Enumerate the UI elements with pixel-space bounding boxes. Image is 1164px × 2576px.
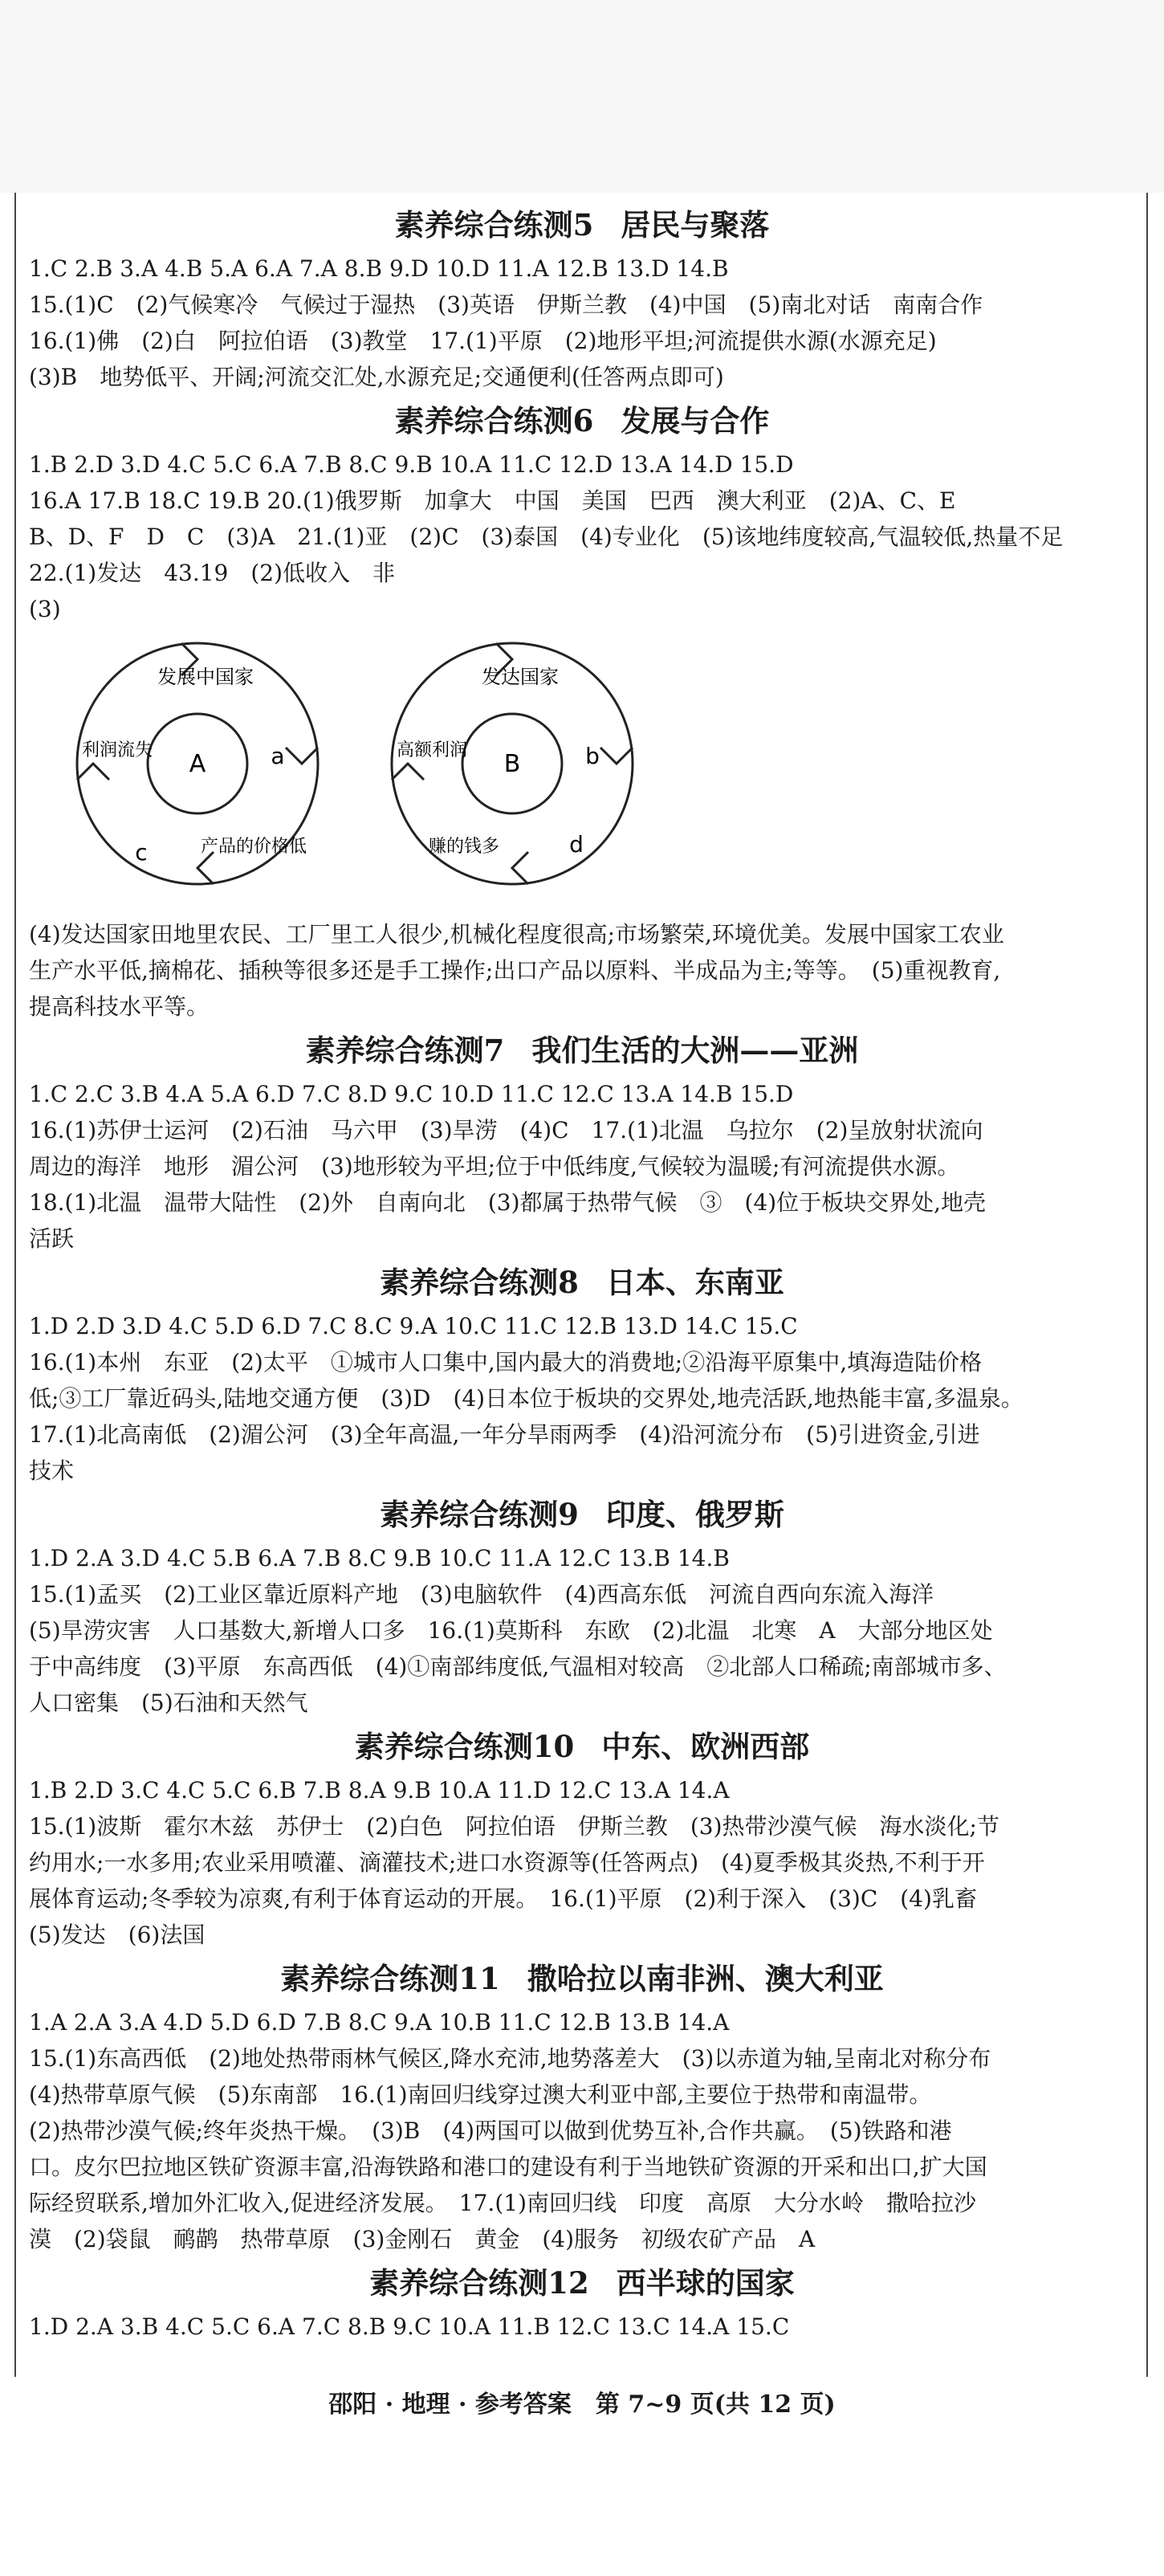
section-title-topic: 印度、俄罗斯 xyxy=(605,1497,784,1532)
answer-line: 漠 (2)袋鼠 鸸鹋 热带草原 (3)金刚石 黄金 (4)服务 初级农矿产品 A xyxy=(29,2226,816,2252)
answer-line: 1.D 2.A 3.D 4.C 5.B 6.A 7.B 8.C 9.B 10.C 11.A 12.C 13.B 14.B xyxy=(29,1545,730,1571)
answer-line: (3) xyxy=(29,596,61,622)
answer-line: 17.(1)北高南低 (2)湄公河 (3)全年高温,一年分旱雨两季 (4)沿河流分布 (5)引进资金,引进 xyxy=(29,1421,980,1448)
section-title xyxy=(29,199,1135,251)
answer-line: 提高科技水平等。 xyxy=(29,993,210,1020)
answer-line: 生产水平低,摘棉花、插秧等很多还是手工操作;出口产品以原料、半成品为主;等等。 (5)重视教育, xyxy=(29,957,1001,984)
answer-line: 1.C 2.C 3.B 4.A 5.A 6.D 7.C 8.D 9.C 10.D 11.C 12.C 13.A 14.B 15.D xyxy=(29,1081,794,1107)
section-title-topic: 发展与合作 xyxy=(621,403,770,438)
diagram-left-center: A xyxy=(189,750,206,778)
diagram-right-left: 高额利润 xyxy=(396,740,468,760)
section-title-topic: 我们生活的大洲——亚洲 xyxy=(531,1033,859,1068)
answer-line: 16.(1)佛 (2)白 阿拉伯语 (3)教堂 17.(1)平原 (2)地形平坦;河流提供水源(水源充足) xyxy=(29,328,937,354)
section-title xyxy=(29,1953,1135,2004)
diagram-left-bottom-right: 产品的价格低 xyxy=(200,837,307,857)
right-border-line xyxy=(1146,193,1148,2377)
trade-cycle-diagrams xyxy=(29,627,1135,916)
left-border-line xyxy=(14,193,16,2377)
answer-line: (2)热带沙漠气候;终年炎热干燥。 (3)B (4)两国可以做到优势互补,合作共赢。 (5)铁路和港 xyxy=(29,2117,952,2144)
answer-line: 16.A 17.B 18.C 19.B 20.(1)俄罗斯 加拿大 中国 美国 巴西 澳大利亚 (2)A、C、E xyxy=(29,487,956,514)
answer-line: 约用水;一水多用;农业采用喷灌、滴灌技术;进口水资源等(任答两点) (4)夏季极其炎热,不利于开 xyxy=(29,1849,985,1876)
diagram-left-bottom-left: c xyxy=(135,839,148,866)
section-title-topic: 撒哈拉以南非洲、澳大利亚 xyxy=(527,1961,884,1996)
answer-line: 16.(1)本州 东亚 (2)太平 ①城市人口集中,国内最大的消费地;②沿海平原集中,填海造陆价格 xyxy=(29,1349,983,1376)
cycle-diagram-pair xyxy=(29,627,1135,916)
diagram-left-right: a xyxy=(271,743,285,769)
section-title-topic: 居民与聚落 xyxy=(621,207,770,243)
answer-line: (4)热带草原气候 (5)东南部 16.(1)南回归线穿过澳大利亚中部,主要位于热带和南温带。 xyxy=(29,2081,932,2108)
answer-line: 周边的海洋 地形 湄公河 (3)地形较为平坦;位于中低纬度,气候较为温暖;有河流提供水源。 xyxy=(29,1153,960,1180)
cycle-diagram-right xyxy=(392,643,633,884)
answer-line: 15.(1)C (2)气候寒冷 气候过于湿热 (3)英语 伊斯兰教 (4)中国 (5)南北对话 南南合作 xyxy=(29,291,983,318)
top-margin xyxy=(0,0,1164,193)
answer-line: 1.A 2.A 3.A 4.D 5.D 6.D 7.B 8.C 9.A 10.B 11.C 12.B 13.B 14.A xyxy=(29,2009,730,2036)
answer-line: 15.(1)东高西低 (2)地处热带雨林气候区,降水充沛,地势落差大 (3)以赤道为轴,呈南北对称分布 xyxy=(29,2045,991,2072)
answer-line: B、D、F D C (3)A 21.(1)亚 (2)C (3)泰国 (4)专业化 (5)该地纬度较高,气温较低,热量不足 xyxy=(29,524,1064,550)
section-title xyxy=(29,395,1135,446)
answer-line: 人口密集 (5)石油和天然气 xyxy=(29,1689,308,1716)
answer-line: 1.D 2.A 3.B 4.C 5.C 6.A 7.C 8.B 9.C 10.A 11.B 12.C 13.C 14.A 15.C xyxy=(29,2313,790,2340)
answer-line: (3)B 地势低平、开阔;河流交汇处,水源充足;交通便利(任答两点即可) xyxy=(29,364,724,390)
section-title-topic: 西半球的国家 xyxy=(616,2265,795,2301)
answer-line: 活跃 xyxy=(29,1225,75,1252)
answer-line: 1.B 2.D 3.D 4.C 5.C 6.A 7.B 8.C 9.B 10.A 11.C 12.D 13.A 14.D 15.D xyxy=(29,451,794,478)
answer-line: 22.(1)发达 43.19 (2)低收入 非 xyxy=(29,560,396,586)
answer-line: 18.(1)北温 温带大陆性 (2)外 自南向北 (3)都属于热带气候 ③ (4)位于板块交界处,地壳 xyxy=(29,1189,987,1216)
diagram-right-bottom-right: d xyxy=(569,831,584,858)
section-title-number: 素养综合练测11 xyxy=(280,1961,500,1996)
section-title-number: 素养综合练测9 xyxy=(380,1497,579,1532)
answer-content xyxy=(29,199,1135,2345)
answer-line: (4)发达国家田地里农民、工厂里工人很少,机械化程度很高;市场繁荣,环境优美。发展中国家工农业 xyxy=(29,921,1004,948)
answer-line: 15.(1)孟买 (2)工业区靠近原料产地 (3)电脑软件 (4)西高东低 河流自西向东流入海洋 xyxy=(29,1581,934,1608)
answer-line: 15.(1)波斯 霍尔木兹 苏伊士 (2)白色 阿拉伯语 伊斯兰教 (3)热带沙漠气候 海水淡化;节 xyxy=(29,1813,999,1840)
answer-line: (5)旱涝灾害 人口基数大,新增人口多 16.(1)莫斯科 东欧 (2)北温 北寒 A 大部分地区处 xyxy=(29,1617,993,1644)
section-title-topic: 日本、东南亚 xyxy=(605,1265,784,1300)
section-title xyxy=(29,1489,1135,1540)
diagram-right-center: B xyxy=(503,750,521,778)
diagram-right-bottom-left: 赚的钱多 xyxy=(428,837,500,857)
section-title xyxy=(29,1721,1135,1772)
diagram-right-right: b xyxy=(585,743,600,769)
answer-line: 际经贸联系,增加外汇收入,促进经济发展。 17.(1)南回归线 印度 高原 大分水岭 撒哈拉沙 xyxy=(29,2190,976,2216)
section-title xyxy=(29,1257,1135,1308)
section-title-number: 素养综合练测5 xyxy=(394,207,594,243)
section-title-number: 素养综合练测8 xyxy=(380,1265,579,1300)
answer-line: 低;③工厂靠近码头,陆地交通方便 (3)D (4)日本位于板块的交界处,地壳活跃,地热能丰富,多温泉。 xyxy=(29,1385,1024,1412)
section-title xyxy=(29,1025,1135,1076)
section-title-number: 素养综合练测10 xyxy=(354,1729,575,1764)
cycle-diagram-left xyxy=(77,643,318,884)
answer-line: 于中高纬度 (3)平原 东高西低 (4)①南部纬度低,气温相对较高 ②北部人口稀疏;南部城市多、 xyxy=(29,1653,1007,1680)
answer-line: 16.(1)苏伊士运河 (2)石油 马六甲 (3)旱涝 (4)C 17.(1)北温 乌拉尔 (2)呈放射状流向 xyxy=(29,1117,983,1143)
answer-line: 展体育运动;冬季较为凉爽,有利于体育运动的开展。 16.(1)平原 (2)利于深入 (3)C (4)乳畜 xyxy=(29,1885,977,1912)
section-title-number: 素养综合练测6 xyxy=(394,403,594,438)
diagram-right-top: 发达国家 xyxy=(482,666,559,688)
section-title-number: 素养综合练测12 xyxy=(369,2265,589,2301)
answer-line: (5)发达 (6)法国 xyxy=(29,1922,206,1948)
page-footer: 邵阳 · 地理 · 参考答案 第 7~9 页(共 12 页) xyxy=(328,2391,836,2419)
section-title xyxy=(29,2257,1135,2309)
diagram-left-left: 利润流失 xyxy=(81,740,153,760)
section-title-number: 素养综合练测7 xyxy=(305,1033,505,1068)
answer-line: 1.C 2.B 3.A 4.B 5.A 6.A 7.A 8.B 9.D 10.D 11.A 12.B 13.D 14.B xyxy=(29,255,729,282)
answer-line: 1.D 2.D 3.D 4.C 5.D 6.D 7.C 8.C 9.A 10.C 11.C 12.B 13.D 14.C 15.C xyxy=(29,1313,798,1339)
diagram-left-top: 发展中国家 xyxy=(157,666,254,688)
answer-line: 技术 xyxy=(29,1457,75,1484)
answer-line: 1.B 2.D 3.C 4.C 5.C 6.B 7.B 8.A 9.B 10.A 11.D 12.C 13.A 14.A xyxy=(29,1777,730,1804)
answer-line: 口。皮尔巴拉地区铁矿资源丰富,沿海铁路和港口的建设有利于当地铁矿资源的开采和出口,扩大国 xyxy=(29,2154,987,2180)
section-title-topic: 中东、欧洲西部 xyxy=(601,1729,810,1764)
